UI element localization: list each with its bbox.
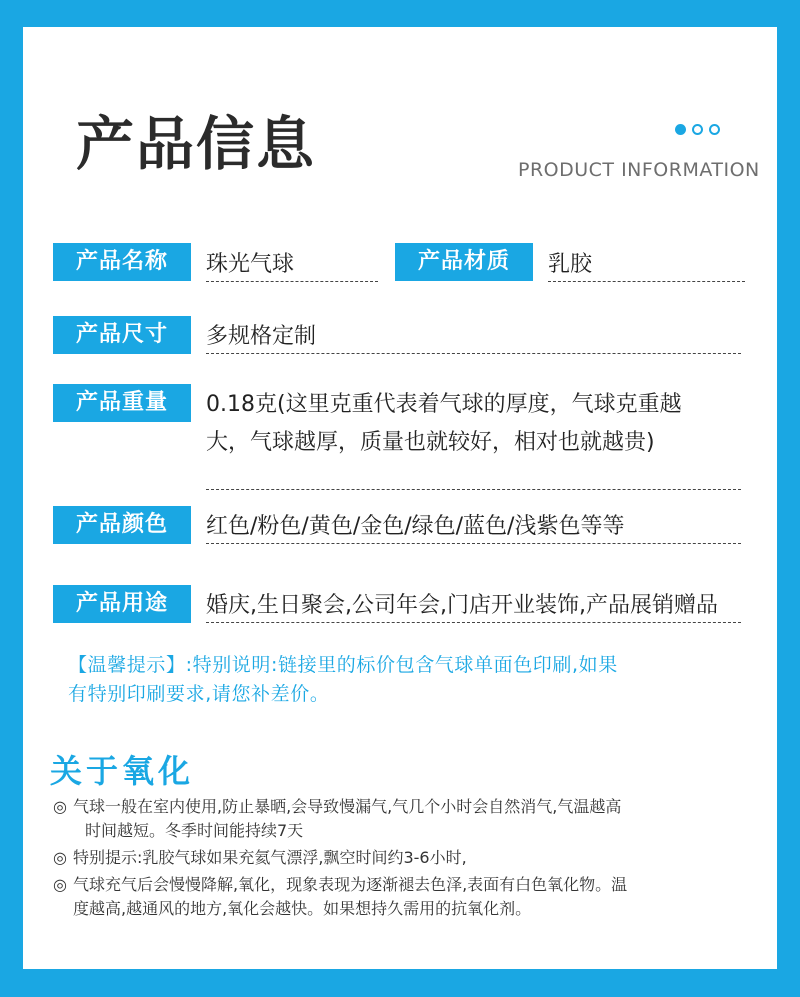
bullet-icon: ◎ [53, 848, 67, 867]
value-product-usage: 婚庆,生日聚会,公司年会,门店开业装饰,产品展销赠品 [206, 593, 718, 618]
warm-tip [68, 651, 768, 709]
value-product-name: 珠光气球 [206, 252, 295, 277]
divider [206, 622, 741, 623]
value-product-weight-line1: 0.18克(这里克重代表着气球的厚度，气球克重越 [206, 392, 682, 417]
label-product-weight: 产品重量 [53, 384, 191, 422]
label-product-size: 产品尺寸 [53, 316, 191, 354]
value-product-size: 多规格定制 [206, 324, 317, 349]
label-product-material: 产品材质 [395, 243, 533, 281]
dot-icon [709, 124, 720, 135]
divider [206, 281, 378, 282]
label-product-name: 产品名称 [53, 243, 191, 281]
list-item-line2: 度越高,越通风的地方,氧化会越快。如果想持久需用的抗氧化剂。 [73, 899, 532, 918]
dot-icon [692, 124, 703, 135]
bullet-icon: ◎ [53, 797, 67, 816]
value-product-color: 红色/粉色/黄色/金色/绿色/蓝色/浅紫色等等 [206, 514, 625, 539]
label-product-usage: 产品用途 [53, 585, 191, 623]
list-item-line1: 气球一般在室内使用,防止暴晒,会导致慢漏气,气几个小时会自然消气,气温越高 [73, 797, 622, 816]
pagination-dots [675, 124, 720, 135]
oxidation-heading: 关于氧化 [50, 752, 195, 790]
list-item-line1: 气球充气后会慢慢降解,氧化，现象表现为逐渐褪去色泽,表面有白色氧化物。温 [73, 875, 628, 894]
divider [206, 353, 741, 354]
list-item [53, 795, 758, 843]
list-item [53, 873, 758, 921]
value-product-material: 乳胶 [548, 252, 593, 277]
warm-tip-line1: 【温馨提示】:特别说明:链接里的标价包含气球单面色印刷,如果 [68, 654, 618, 676]
dot-icon [675, 124, 686, 135]
label-product-color: 产品颜色 [53, 506, 191, 544]
divider [206, 489, 741, 490]
bullet-icon: ◎ [53, 875, 67, 894]
list-item-line1: 特别提示:乳胶气球如果充氦气漂浮,飘空时间约3-6小时, [73, 848, 467, 867]
list-item-line2: 时间越短。冬季时间能持续7天 [85, 821, 304, 840]
value-product-weight-line2: 大，气球越厚，质量也就较好，相对也就越贵) [206, 430, 655, 455]
divider [206, 543, 741, 544]
list-item [53, 846, 758, 870]
page-title: 产品信息 [76, 110, 317, 178]
divider [548, 281, 745, 282]
warm-tip-line2: 有特别印刷要求,请您补差价。 [68, 683, 330, 705]
content-card [23, 27, 777, 969]
oxidation-list [53, 795, 758, 924]
page-subtitle: PRODUCT INFORMATION [518, 159, 760, 181]
